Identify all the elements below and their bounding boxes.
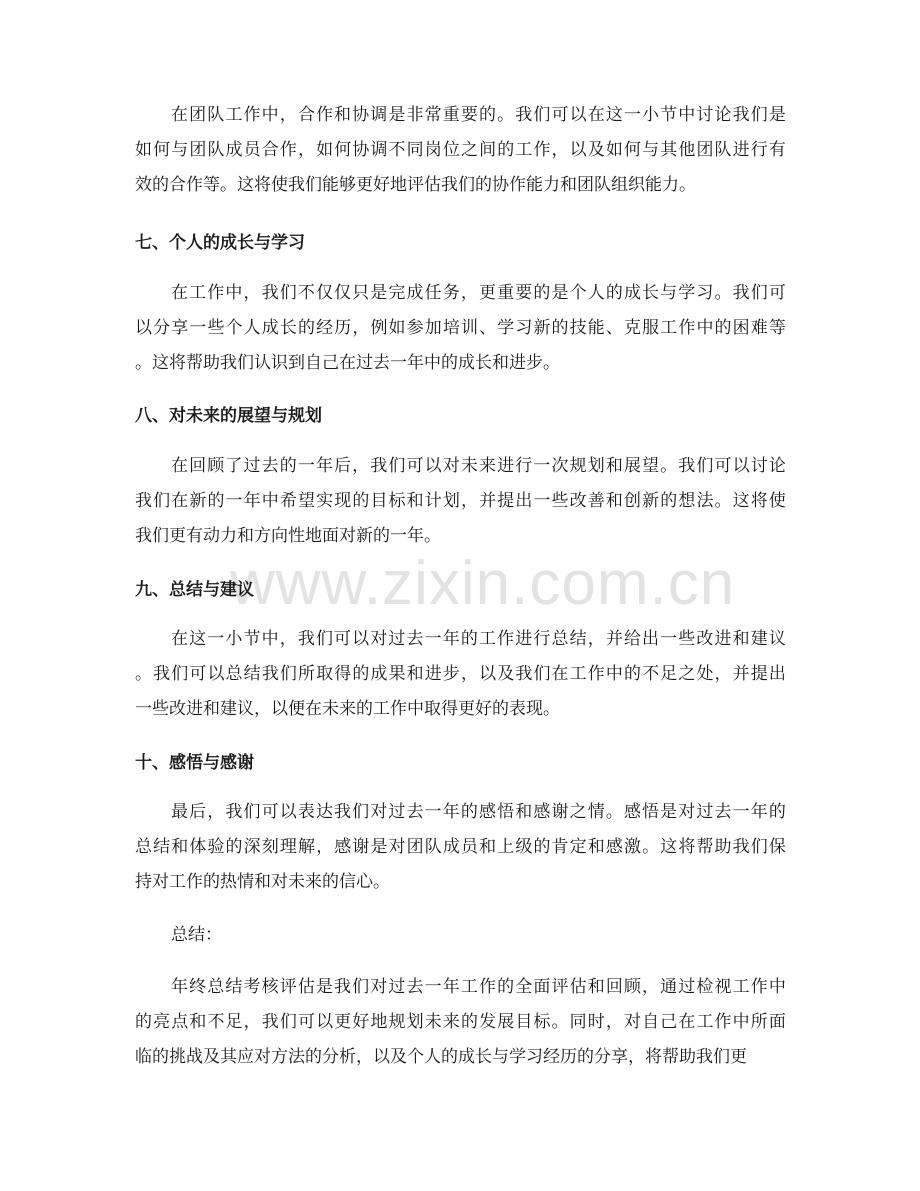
paragraph-line: 以分享一些个人成长的经历，例如参加培训、学习新的技能、克服工作中的困难等 <box>135 318 787 338</box>
section-heading-10: 十、感悟与感谢 <box>135 753 254 773</box>
section-heading-9: 九、总结与建议 <box>135 580 254 600</box>
paragraph-line: 持对工作的热情和对未来的信心。 <box>135 872 390 892</box>
paragraph-gratitude <box>135 795 787 900</box>
paragraph-line: 。这将帮助我们认识到自己在过去一年中的成长和进步。 <box>135 353 560 373</box>
paragraph-line: 临的挑战及其应对方法的分析，以及个人的成长与学习经历的分享，将帮助我们更 <box>135 1047 747 1067</box>
paragraph-line: 的亮点和不足，我们可以更好地规划未来的发展目标。同时，对自己在工作中所面 <box>135 1012 787 1032</box>
paragraph-outlook <box>135 449 787 554</box>
paragraph-line: 总结和体验的深刻理解，感谢是对团队成员和上级的肯定和感激。这将帮助我们保 <box>135 837 787 857</box>
summary-label <box>135 918 787 953</box>
paragraph-line: 在回顾了过去的一年后，我们可以对未来进行一次规划和展望。我们可以讨论 <box>171 456 787 476</box>
paragraph-line: 。我们可以总结我们所取得的成果和进步，以及我们在工作中的不足之处，并提出 <box>135 664 787 684</box>
paragraph-line: 年终总结考核评估是我们对过去一年工作的全面评估和回顾，通过检视工作中 <box>171 977 787 997</box>
paragraph-line: 如何与团队成员合作，如何协调不同岗位之间的工作，以及如何与其他团队进行有 <box>135 140 787 160</box>
paragraph-conclusion <box>135 970 787 1075</box>
paragraph-line: 在团队工作中，合作和协调是非常重要的。我们可以在这一小节中讨论我们是 <box>171 105 787 125</box>
watermark: www.zixin.com.cn <box>230 549 736 618</box>
paragraph-line: 在这一小节中，我们可以对过去一年的工作进行总结，并给出一些改进和建议 <box>171 629 787 649</box>
paragraph-teamwork <box>135 98 787 203</box>
section-heading-7: 七、个人的成长与学习 <box>135 233 305 253</box>
paragraph-line: 最后，我们可以表达我们对过去一年的感悟和感谢之情。感悟是对过去一年的 <box>171 802 787 822</box>
paragraph-growth <box>135 276 787 381</box>
paragraph-line: 一些改进和建议，以便在未来的工作中取得更好的表现。 <box>135 699 560 719</box>
paragraph-line: 效的合作等。这将使我们能够更好地评估我们的协作能力和团队组织能力。 <box>135 175 696 195</box>
paragraph-line: 在工作中，我们不仅仅只是完成任务，更重要的是个人的成长与学习。我们可 <box>171 283 787 303</box>
paragraph-line: 我们更有动力和方向性地面对新的一年。 <box>135 526 441 546</box>
section-heading-8: 八、对未来的展望与规划 <box>135 406 322 426</box>
paragraph-summary-advice <box>135 622 787 727</box>
summary-label-text: 总结： <box>171 925 222 945</box>
paragraph-line: 我们在新的一年中希望实现的目标和计划，并提出一些改善和创新的想法。这将使 <box>135 491 787 511</box>
